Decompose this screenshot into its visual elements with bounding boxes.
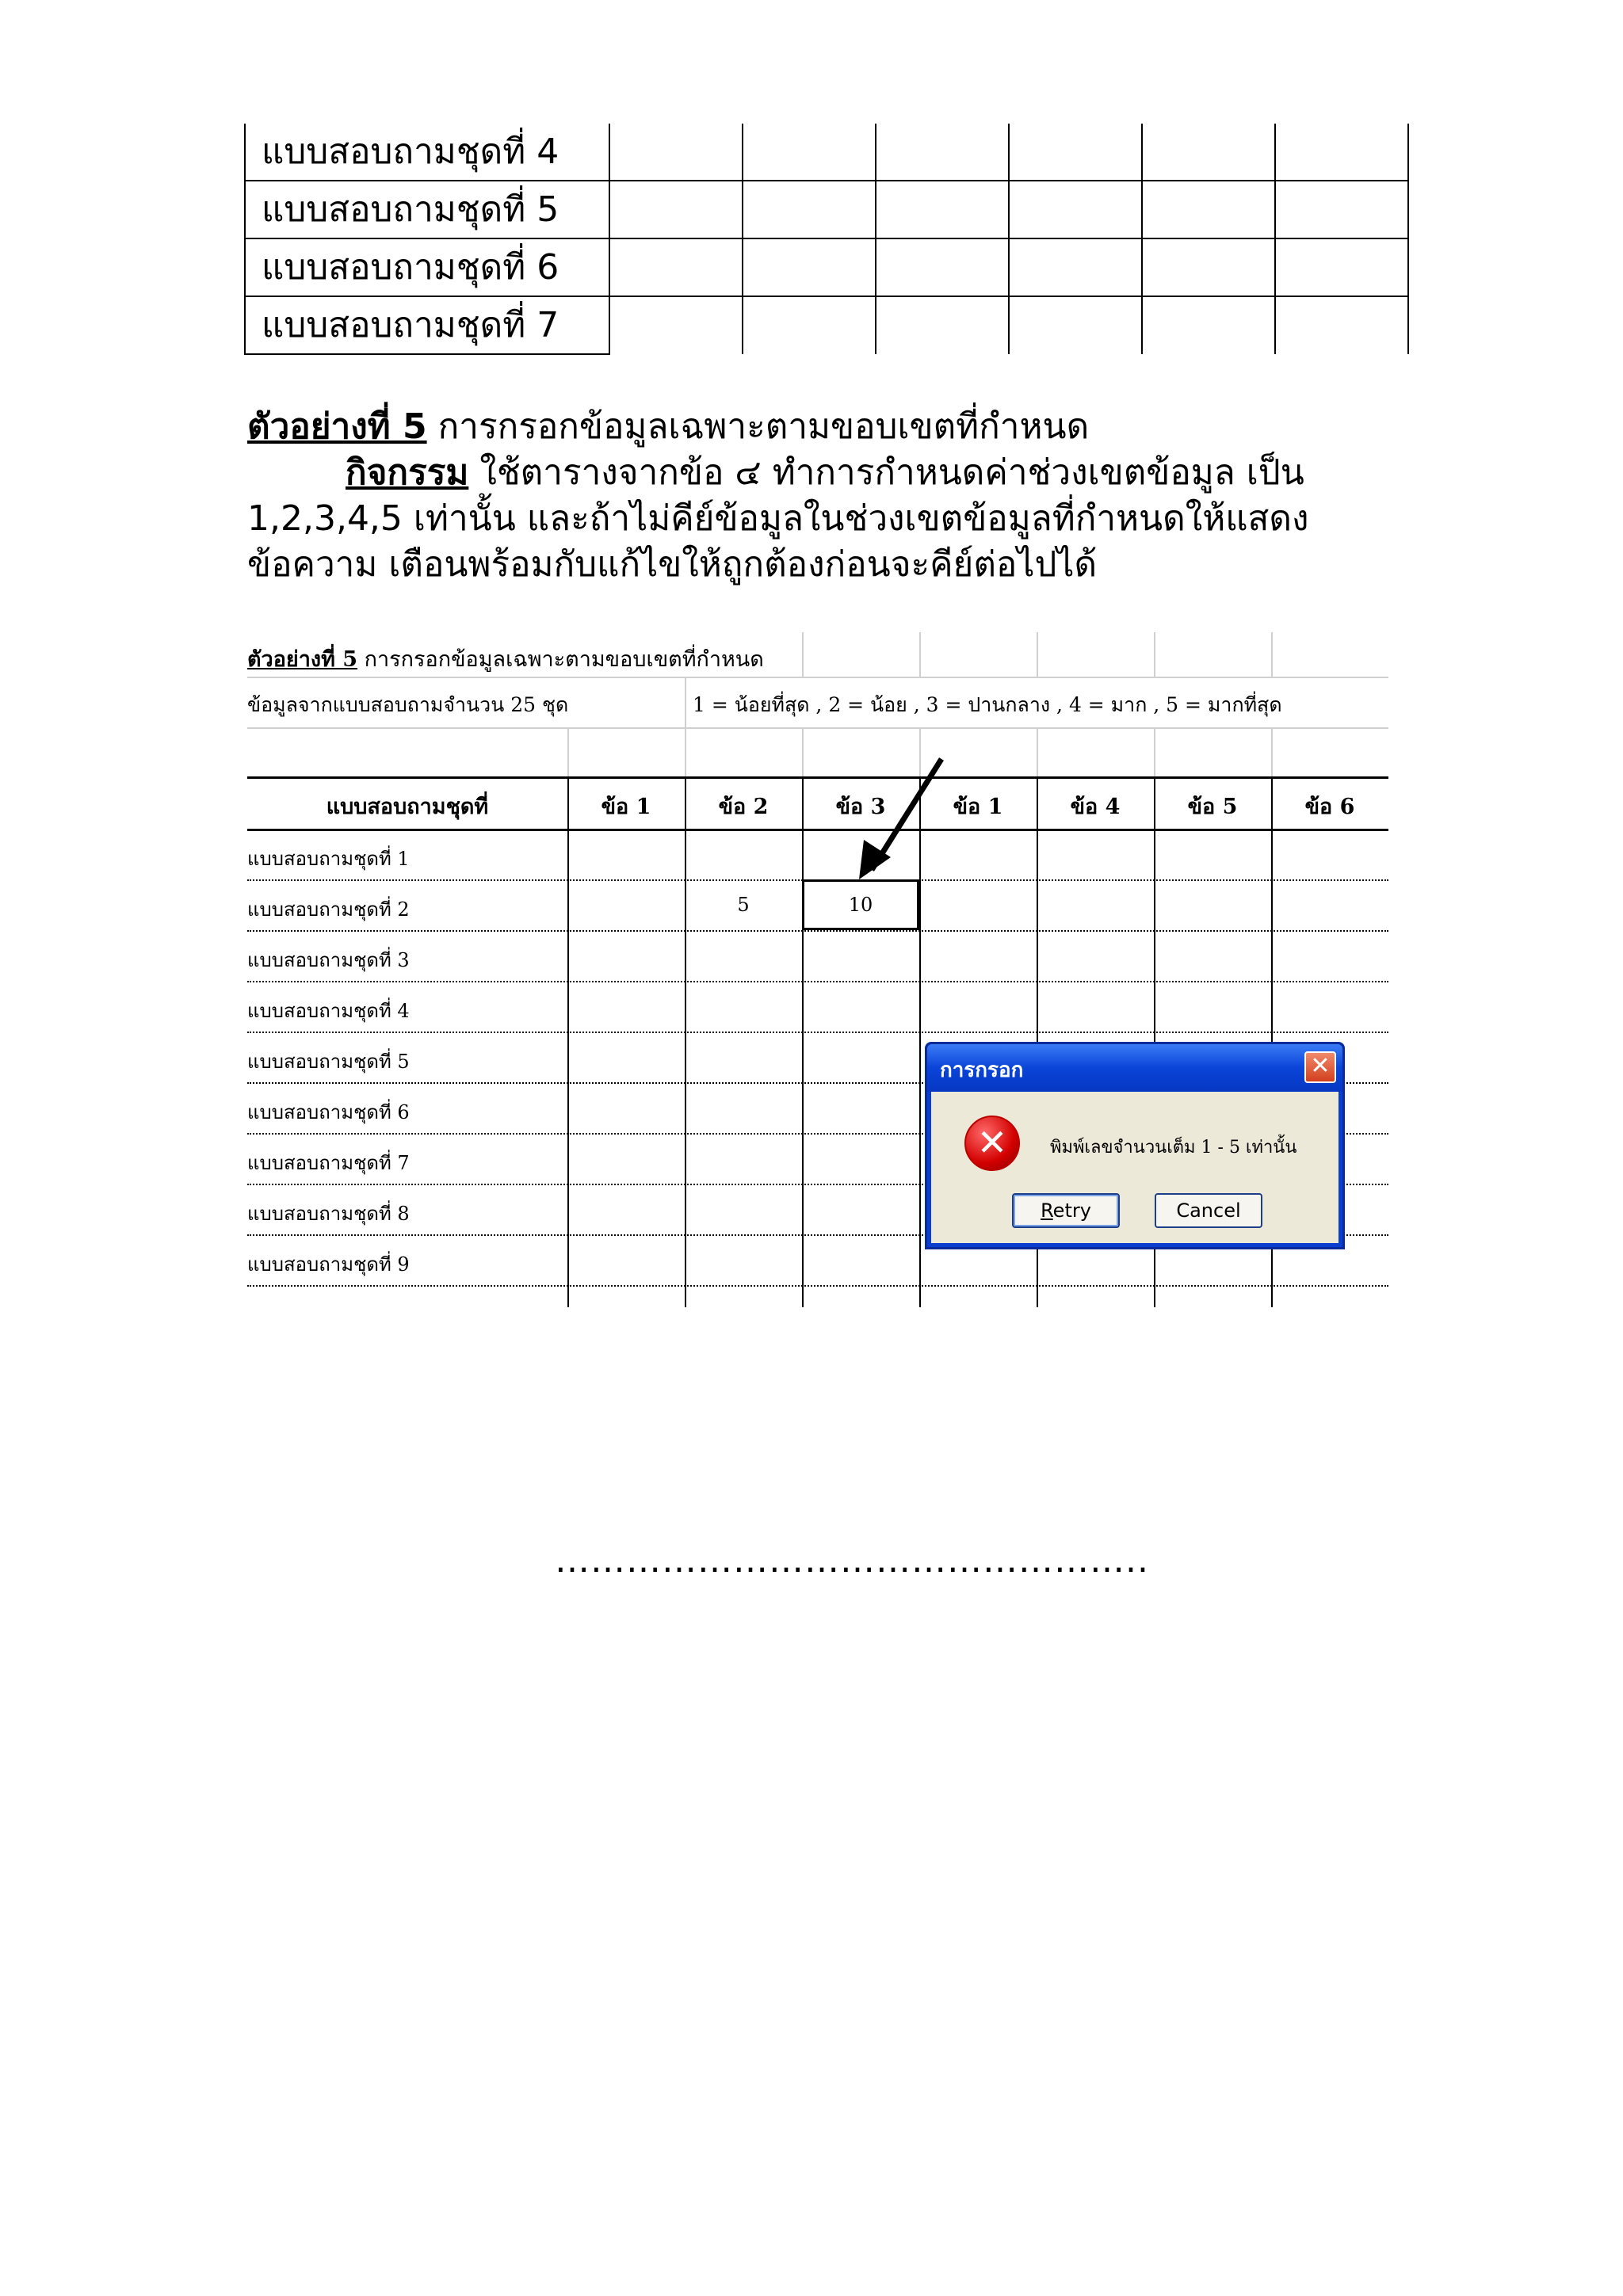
table-row bbox=[245, 181, 1408, 238]
row-label: แบบสอบถามชุดที่ 8 bbox=[247, 1203, 410, 1225]
example-heading-bold: ตัวอย่างที่ 5 bbox=[247, 406, 427, 447]
table-row bbox=[245, 238, 1408, 296]
row-label: แบบสอบถามชุดที่ 6 bbox=[247, 1101, 410, 1123]
column-header: ข้อ 4 bbox=[1070, 795, 1121, 819]
cancel-button[interactable]: Cancel bbox=[1155, 1193, 1262, 1228]
column-header: ข้อ 2 bbox=[718, 795, 769, 819]
row-label: แบบสอบถามชุดที่ 2 bbox=[247, 898, 410, 921]
table-row bbox=[245, 296, 1408, 354]
row-label: แบบสอบถามชุดที่ 6 bbox=[245, 238, 609, 296]
activity-line-2: 1,2,3,4,5 เท่านั้น และถ้าไม่คีย์ข้อมูลในช่วงเขตข้อมูลที่กำหนดให้แสดง bbox=[247, 498, 1309, 539]
dialog-titlebar bbox=[927, 1044, 1342, 1092]
row-label: แบบสอบถามชุดที่ 9 bbox=[247, 1253, 410, 1276]
row-label: แบบสอบถามชุดที่ 4 bbox=[247, 1000, 410, 1022]
cell-value: 5 bbox=[737, 894, 750, 916]
row-label: แบบสอบถามชุดที่ 5 bbox=[245, 181, 609, 238]
row-label: แบบสอบถามชุดที่ 4 bbox=[245, 124, 609, 181]
column-header: ข้อ 5 bbox=[1187, 795, 1238, 819]
row-label: แบบสอบถามชุดที่ 1 bbox=[247, 848, 410, 870]
dialog-title: การกรอก bbox=[940, 1058, 1024, 1082]
column-header: ข้อ 6 bbox=[1304, 795, 1355, 819]
activity-line-3: ข้อความ เตือนพร้อมกับแก้ไขให้ถูกต้องก่อนจะคีย์ต่อไปได้ bbox=[247, 544, 1098, 585]
column-header: แบบสอบถามชุดที่ bbox=[326, 795, 489, 819]
activity-label: กิจกรรม bbox=[346, 452, 469, 493]
example-heading-text: การกรอกข้อมูลเฉพาะตามขอบเขตที่กำหนด bbox=[426, 406, 1090, 447]
row-label: แบบสอบถามชุดที่ 7 bbox=[247, 1152, 410, 1174]
row-label: แบบสอบถามชุดที่ 7 bbox=[245, 296, 609, 354]
row-label: แบบสอบถามชุดที่ 5 bbox=[247, 1051, 410, 1073]
sheet-scale: 1 = น้อยที่สุด , 2 = น้อย , 3 = ปานกลาง , 4 = มาก , 5 = มากที่สุด bbox=[693, 693, 1282, 716]
activity-line-1: กิจกรรม ใช้ตารางจากข้อ ๔ ทำการกำหนดค่าช่วงเขตข้อมูล เป็น bbox=[346, 452, 1304, 493]
column-header: ข้อ 1 bbox=[953, 795, 1003, 819]
footer-dots: ………………………………………….. bbox=[555, 1540, 1149, 1581]
dialog-body bbox=[931, 1092, 1338, 1243]
close-icon[interactable]: ✕ bbox=[1304, 1051, 1336, 1083]
column-header: ข้อ 1 bbox=[601, 795, 651, 819]
column-header: ข้อ 3 bbox=[835, 795, 886, 819]
retry-button[interactable]: Retry bbox=[1012, 1193, 1120, 1228]
sheet-title: ตัวอย่างที่ 5 การกรอกข้อมูลเฉพาะตามขอบเขตที่กำหนด bbox=[247, 647, 764, 672]
questionnaire-table-top bbox=[244, 124, 1409, 355]
dialog-message: พิมพ์เลขจำนวนเต็ม 1 - 5 เท่านั้น bbox=[1050, 1138, 1297, 1158]
error-dialog bbox=[925, 1042, 1345, 1249]
row-label: แบบสอบถามชุดที่ 3 bbox=[247, 949, 410, 971]
active-cell-value: 10 bbox=[848, 894, 873, 916]
example-heading bbox=[247, 404, 1089, 450]
error-icon: ✕ bbox=[964, 1116, 1020, 1171]
table-row bbox=[245, 124, 1408, 181]
sheet-source: ข้อมูลจากแบบสอบถามจำนวน 25 ชุด bbox=[247, 693, 569, 716]
